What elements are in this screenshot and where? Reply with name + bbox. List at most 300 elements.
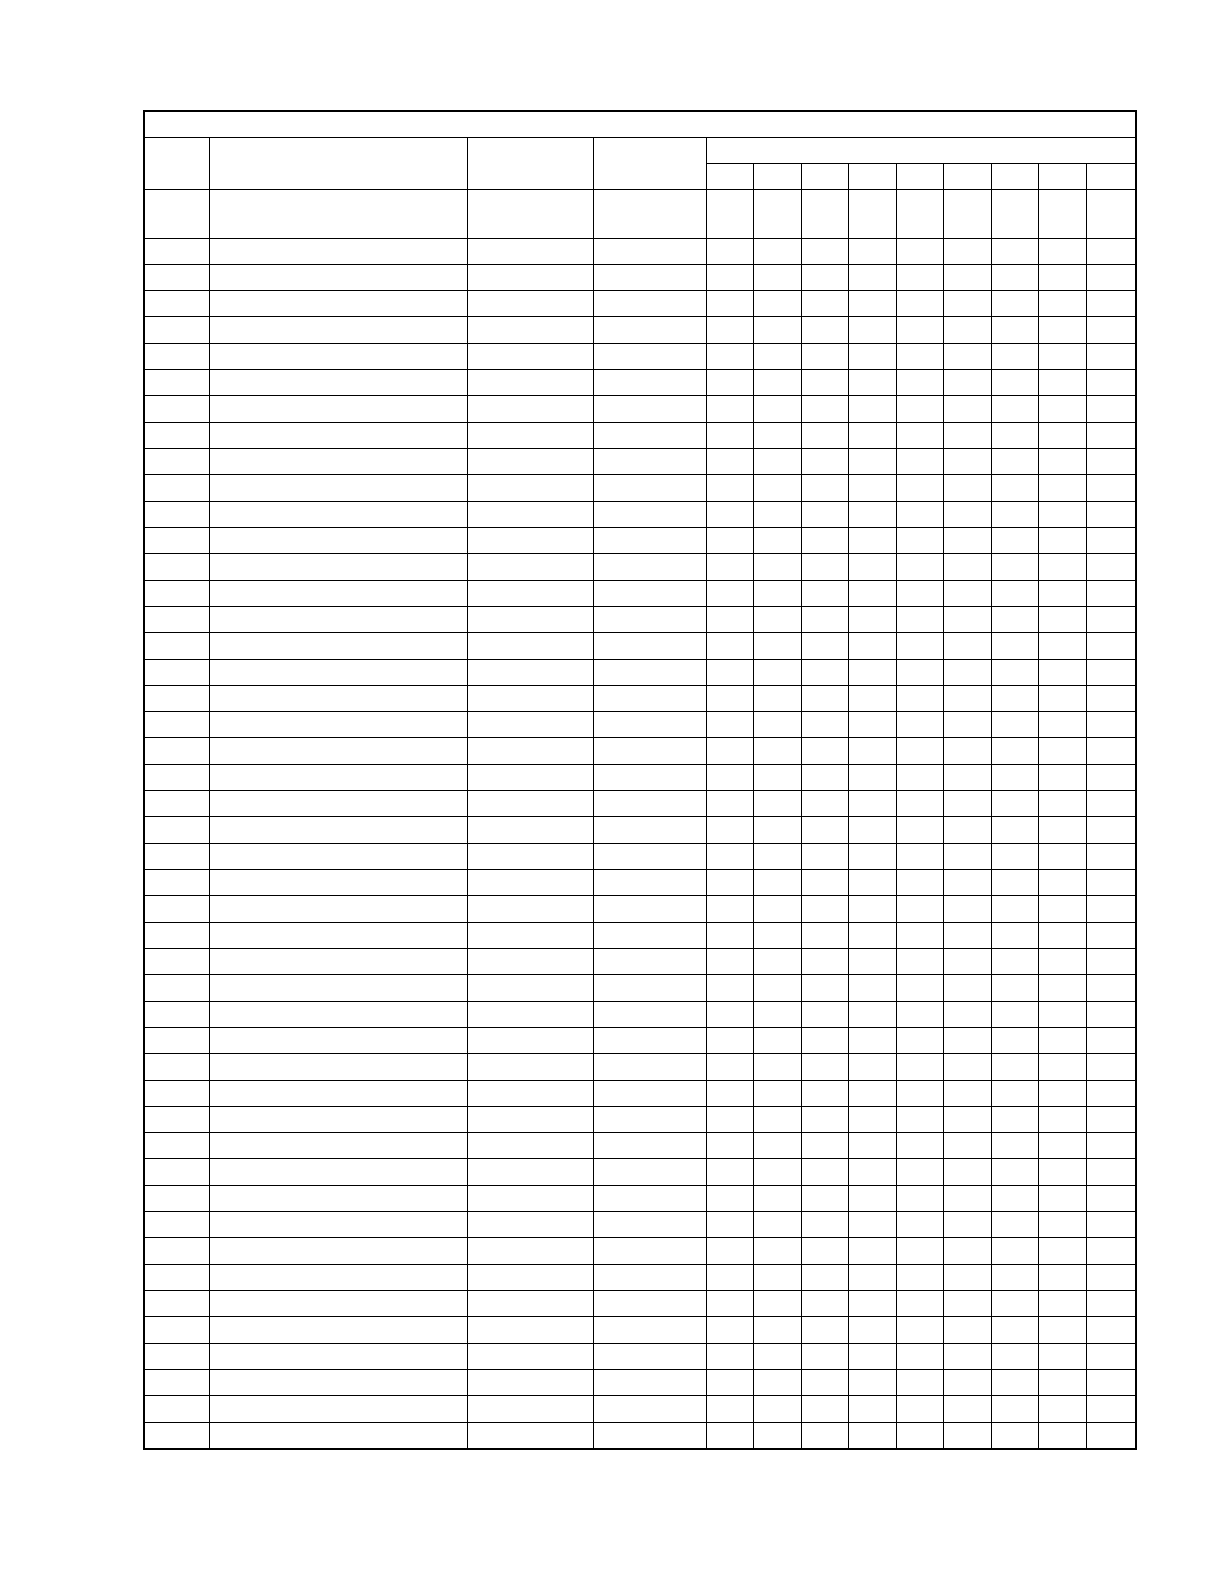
table-cell <box>706 317 753 343</box>
table-cell <box>801 764 848 790</box>
table-cell <box>593 501 706 527</box>
table-cell <box>1086 317 1136 343</box>
table-cell <box>848 975 896 1001</box>
table-cell <box>1038 1054 1086 1080</box>
table-cell <box>144 633 209 659</box>
table-cell <box>706 1317 753 1343</box>
table-row <box>144 843 1136 869</box>
table-cell <box>593 422 706 448</box>
table-row <box>144 343 1136 369</box>
table-cell <box>467 975 593 1001</box>
table-cell <box>991 791 1038 817</box>
table-cell <box>593 238 706 264</box>
table-cell <box>991 764 1038 790</box>
table-cell <box>593 633 706 659</box>
table-cell <box>1086 475 1136 501</box>
table-cell <box>209 1133 467 1159</box>
table-cell <box>467 343 593 369</box>
table-cell <box>848 554 896 580</box>
table-cell <box>593 975 706 1001</box>
table-cell <box>801 948 848 974</box>
table-cell <box>144 264 209 290</box>
table-cell <box>209 1106 467 1132</box>
table-cell <box>801 896 848 922</box>
table-cell <box>1038 712 1086 738</box>
table-cell <box>209 238 467 264</box>
table-cell <box>943 1369 991 1395</box>
table-cell <box>801 1106 848 1132</box>
table-cell <box>209 264 467 290</box>
table-cell <box>753 264 801 290</box>
table-cell <box>209 870 467 896</box>
table-cell <box>753 370 801 396</box>
table-cell <box>896 396 943 422</box>
table-cell <box>467 896 593 922</box>
table-cell <box>209 1422 467 1449</box>
sub-column-header-9 <box>1086 164 1136 189</box>
table-cell <box>1038 1422 1086 1449</box>
header-band-cell <box>991 189 1038 238</box>
table-cell <box>943 501 991 527</box>
table-cell <box>706 396 753 422</box>
table-cell <box>706 922 753 948</box>
table-cell <box>896 291 943 317</box>
table-cell <box>706 843 753 869</box>
table-cell <box>848 1133 896 1159</box>
table-cell <box>706 291 753 317</box>
table-cell <box>801 343 848 369</box>
table-cell <box>593 343 706 369</box>
table-cell <box>593 1343 706 1369</box>
sub-column-header-7 <box>991 164 1038 189</box>
table-cell <box>593 317 706 343</box>
table-cell <box>1086 1106 1136 1132</box>
table-cell <box>801 791 848 817</box>
table-cell <box>593 1422 706 1449</box>
table-cell <box>1038 527 1086 553</box>
table-cell <box>991 712 1038 738</box>
table-cell <box>144 291 209 317</box>
table-cell <box>144 975 209 1001</box>
table-cell <box>144 475 209 501</box>
table-cell <box>144 422 209 448</box>
table-cell <box>753 1212 801 1238</box>
table-cell <box>1038 422 1086 448</box>
table-cell <box>848 475 896 501</box>
table-cell <box>467 1238 593 1264</box>
table-cell <box>1038 554 1086 580</box>
table-cell <box>1038 291 1086 317</box>
table-row <box>144 1343 1136 1369</box>
table-cell <box>1038 317 1086 343</box>
table-row <box>144 1422 1136 1449</box>
table-cell <box>1086 764 1136 790</box>
table-cell <box>801 422 848 448</box>
table-cell <box>896 1080 943 1106</box>
table-cell <box>467 422 593 448</box>
sub-column-header-3 <box>801 164 848 189</box>
table-cell <box>753 817 801 843</box>
header-row-number <box>144 137 209 189</box>
table-cell <box>144 817 209 843</box>
table-cell <box>467 475 593 501</box>
table-cell <box>706 580 753 606</box>
table-cell <box>1086 1027 1136 1053</box>
table-cell <box>896 1291 943 1317</box>
header-band-cell <box>1086 189 1136 238</box>
table-cell <box>144 896 209 922</box>
table-cell <box>1086 633 1136 659</box>
table-cell <box>991 475 1038 501</box>
table-cell <box>144 580 209 606</box>
table-cell <box>943 580 991 606</box>
table-cell <box>593 922 706 948</box>
table-cell <box>144 659 209 685</box>
table-cell <box>467 606 593 632</box>
table-cell <box>209 948 467 974</box>
table-cell <box>593 606 706 632</box>
table-row <box>144 527 1136 553</box>
table-cell <box>467 948 593 974</box>
table-cell <box>1086 1159 1136 1185</box>
table-cell <box>753 1159 801 1185</box>
table-cell <box>991 1343 1038 1369</box>
table-cell <box>991 1185 1038 1211</box>
table-cell <box>1086 1212 1136 1238</box>
table-cell <box>753 1422 801 1449</box>
table-cell <box>753 317 801 343</box>
table-cell <box>1038 1343 1086 1369</box>
table-cell <box>801 396 848 422</box>
table-cell <box>896 343 943 369</box>
table-cell <box>848 1106 896 1132</box>
table-row <box>144 975 1136 1001</box>
form-title-cell <box>144 111 1136 137</box>
table-cell <box>1086 264 1136 290</box>
table-cell <box>943 1396 991 1422</box>
table-cell <box>943 1027 991 1053</box>
table-cell <box>209 712 467 738</box>
table-row <box>144 685 1136 711</box>
table-cell <box>209 1264 467 1290</box>
table-cell <box>848 501 896 527</box>
table-row <box>144 659 1136 685</box>
table-cell <box>1038 1133 1086 1159</box>
table-cell <box>943 1343 991 1369</box>
table-cell <box>144 1238 209 1264</box>
table-cell <box>848 843 896 869</box>
table-cell <box>706 659 753 685</box>
table-row <box>144 606 1136 632</box>
sub-column-header-5 <box>896 164 943 189</box>
table-cell <box>896 554 943 580</box>
table-cell <box>848 343 896 369</box>
table-cell <box>144 1422 209 1449</box>
table-cell <box>1038 870 1086 896</box>
table-cell <box>1086 1001 1136 1027</box>
table-cell <box>896 527 943 553</box>
table-cell <box>467 1185 593 1211</box>
table-cell <box>706 238 753 264</box>
table-cell <box>896 606 943 632</box>
table-cell <box>991 633 1038 659</box>
table-cell <box>848 633 896 659</box>
table-cell <box>848 606 896 632</box>
header-band-cell <box>801 189 848 238</box>
table-cell <box>706 1396 753 1422</box>
table-cell <box>991 343 1038 369</box>
table-cell <box>896 501 943 527</box>
table-cell <box>991 554 1038 580</box>
header-band-cell <box>753 189 801 238</box>
table-row <box>144 422 1136 448</box>
table-cell <box>943 370 991 396</box>
table-cell <box>991 870 1038 896</box>
table-cell <box>1086 1369 1136 1395</box>
table-cell <box>593 1264 706 1290</box>
table-row <box>144 475 1136 501</box>
table-cell <box>209 817 467 843</box>
table-cell <box>848 449 896 475</box>
table-cell <box>848 948 896 974</box>
table-cell <box>801 1133 848 1159</box>
table-cell <box>848 1238 896 1264</box>
table-cell <box>753 896 801 922</box>
table-cell <box>1086 449 1136 475</box>
table-cell <box>896 1396 943 1422</box>
table-cell <box>991 317 1038 343</box>
table-cell <box>1038 1396 1086 1422</box>
table-cell <box>896 370 943 396</box>
table-cell <box>1038 1027 1086 1053</box>
sub-column-header-1 <box>706 164 753 189</box>
table-cell <box>943 738 991 764</box>
table-cell <box>943 527 991 553</box>
table-cell <box>209 317 467 343</box>
table-cell <box>991 291 1038 317</box>
table-cell <box>991 1106 1038 1132</box>
table-cell <box>753 1133 801 1159</box>
table-cell <box>753 1054 801 1080</box>
table-cell <box>896 1001 943 1027</box>
table-cell <box>209 791 467 817</box>
table-cell <box>753 738 801 764</box>
table-cell <box>896 1159 943 1185</box>
table-cell <box>1086 1133 1136 1159</box>
table-cell <box>209 1317 467 1343</box>
table-cell <box>848 1317 896 1343</box>
table-cell <box>706 817 753 843</box>
table-cell <box>801 501 848 527</box>
table-row <box>144 817 1136 843</box>
table-cell <box>943 1238 991 1264</box>
table-cell <box>753 791 801 817</box>
table-cell <box>467 1422 593 1449</box>
table-cell <box>467 659 593 685</box>
header-column-4 <box>593 137 706 189</box>
table-row <box>144 1264 1136 1290</box>
table-cell <box>1086 685 1136 711</box>
table-cell <box>467 501 593 527</box>
header-band-cell <box>1038 189 1086 238</box>
table-cell <box>467 370 593 396</box>
table-cell <box>848 1422 896 1449</box>
table-cell <box>593 396 706 422</box>
table-cell <box>1038 343 1086 369</box>
table-row <box>144 633 1136 659</box>
table-cell <box>467 1159 593 1185</box>
table-cell <box>1038 817 1086 843</box>
table-cell <box>801 554 848 580</box>
table-cell <box>801 264 848 290</box>
table-cell <box>144 554 209 580</box>
table-cell <box>991 896 1038 922</box>
table-cell <box>706 1080 753 1106</box>
table-cell <box>467 1317 593 1343</box>
table-cell <box>896 948 943 974</box>
table-cell <box>753 580 801 606</box>
table-cell <box>991 1080 1038 1106</box>
table-cell <box>753 659 801 685</box>
table-cell <box>144 1396 209 1422</box>
table-cell <box>467 738 593 764</box>
table-cell <box>801 975 848 1001</box>
table-cell <box>943 475 991 501</box>
table-cell <box>1086 1264 1136 1290</box>
table-cell <box>706 712 753 738</box>
table-cell <box>991 975 1038 1001</box>
table-cell <box>1038 1185 1086 1211</box>
table-cell <box>593 1133 706 1159</box>
table-row <box>144 1369 1136 1395</box>
table-cell <box>706 896 753 922</box>
table-cell <box>209 1369 467 1395</box>
table-cell <box>753 764 801 790</box>
table-cell <box>896 1054 943 1080</box>
table-cell <box>991 1212 1038 1238</box>
table-cell <box>848 685 896 711</box>
sub-column-header-6 <box>943 164 991 189</box>
table-cell <box>209 659 467 685</box>
table-cell <box>593 264 706 290</box>
table-row <box>144 1212 1136 1238</box>
table-cell <box>1038 370 1086 396</box>
table-cell <box>753 948 801 974</box>
table-cell <box>144 1080 209 1106</box>
table-cell <box>1038 1238 1086 1264</box>
table-cell <box>801 291 848 317</box>
table-cell <box>209 554 467 580</box>
table-cell <box>209 1396 467 1422</box>
table-cell <box>1086 1238 1136 1264</box>
table-cell <box>593 527 706 553</box>
table-row <box>144 370 1136 396</box>
table-cell <box>467 843 593 869</box>
table-cell <box>1038 764 1086 790</box>
table-cell <box>801 1080 848 1106</box>
table-cell <box>896 843 943 869</box>
table-cell <box>706 1369 753 1395</box>
table-cell <box>706 1106 753 1132</box>
table-cell <box>991 238 1038 264</box>
table-cell <box>467 1369 593 1395</box>
table-cell <box>144 712 209 738</box>
table-row <box>144 238 1136 264</box>
table-cell <box>706 422 753 448</box>
table-cell <box>991 449 1038 475</box>
table-cell <box>1038 475 1086 501</box>
table-cell <box>753 291 801 317</box>
table-cell <box>896 712 943 738</box>
header-band-cell <box>896 189 943 238</box>
table-cell <box>144 1291 209 1317</box>
table-cell <box>1038 1264 1086 1290</box>
table-cell <box>1038 264 1086 290</box>
table-cell <box>144 396 209 422</box>
table-cell <box>1038 449 1086 475</box>
table-cell <box>144 501 209 527</box>
table-cell <box>1086 396 1136 422</box>
table-cell <box>801 1159 848 1185</box>
table-cell <box>991 264 1038 290</box>
table-cell <box>706 975 753 1001</box>
table-cell <box>753 870 801 896</box>
table-cell <box>943 343 991 369</box>
table-cell <box>848 1343 896 1369</box>
table-cell <box>848 238 896 264</box>
table-cell <box>943 1317 991 1343</box>
table-cell <box>943 1001 991 1027</box>
table-cell <box>144 1212 209 1238</box>
table-cell <box>593 449 706 475</box>
table-cell <box>144 685 209 711</box>
table-cell <box>943 1212 991 1238</box>
table-row <box>144 896 1136 922</box>
table-cell <box>801 1264 848 1290</box>
table-cell <box>144 370 209 396</box>
table-cell <box>991 659 1038 685</box>
table-cell <box>1086 948 1136 974</box>
table-cell <box>706 449 753 475</box>
table-cell <box>467 554 593 580</box>
table-cell <box>593 1317 706 1343</box>
table-row <box>144 870 1136 896</box>
table-cell <box>467 1054 593 1080</box>
table-cell <box>943 554 991 580</box>
table-cell <box>593 870 706 896</box>
table-cell <box>801 1369 848 1395</box>
table-cell <box>991 685 1038 711</box>
table-cell <box>753 422 801 448</box>
table-cell <box>943 1133 991 1159</box>
table-cell <box>1086 580 1136 606</box>
table-cell <box>753 1027 801 1053</box>
table-cell <box>706 1422 753 1449</box>
table-cell <box>467 1212 593 1238</box>
table-cell <box>209 896 467 922</box>
table-cell <box>593 1185 706 1211</box>
table-cell <box>593 948 706 974</box>
table-cell <box>801 1185 848 1211</box>
table-cell <box>1086 1080 1136 1106</box>
header-band-cell <box>467 189 593 238</box>
table-cell <box>467 291 593 317</box>
table-cell <box>1086 896 1136 922</box>
table-cell <box>991 527 1038 553</box>
table-cell <box>1086 554 1136 580</box>
table-cell <box>706 738 753 764</box>
table-cell <box>209 1054 467 1080</box>
